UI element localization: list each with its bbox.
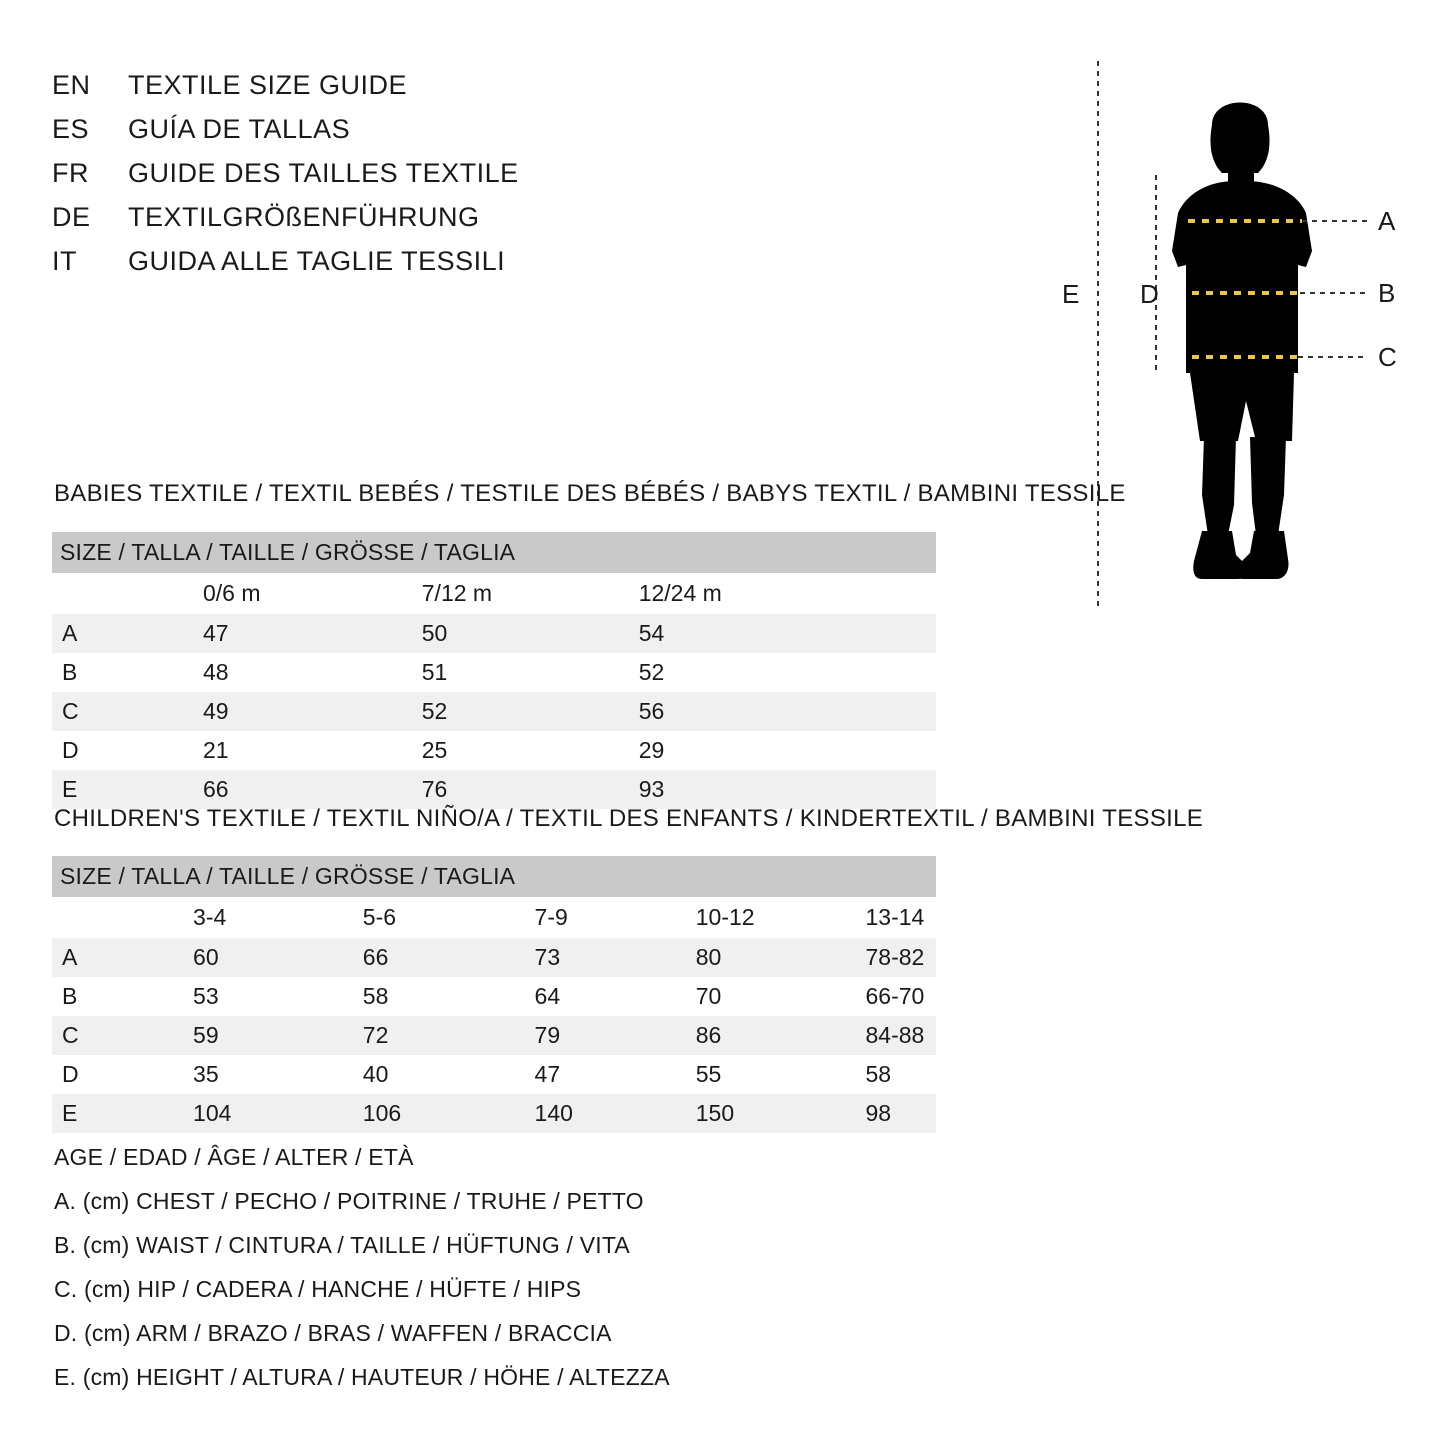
language-row-en [52, 70, 692, 114]
cell-value: 86 [604, 1016, 768, 1055]
cell-value: 55 [604, 1055, 768, 1094]
legend-line-b: B. (cm) WAIST / CINTURA / TAILLE / HÜFTUNG / VITA [54, 1232, 630, 1258]
cell-value: 56 [541, 692, 936, 731]
table-header-row [52, 532, 936, 573]
cell-value: 66 [265, 938, 435, 977]
cell-value: 104 [85, 1094, 265, 1133]
cell-value: 29 [541, 731, 936, 770]
table-row [52, 1016, 936, 1055]
language-header-block [52, 70, 692, 290]
cell-value: 52 [324, 692, 541, 731]
babies-section-title: BABIES TEXTILE / TEXTIL BEBÉS / TESTILE DES BÉBÉS / BABYS TEXTIL / BAMBINI TESSILE [54, 480, 1126, 507]
cell-value: 72 [265, 1016, 435, 1055]
cell-value: 66 [95, 770, 324, 809]
row-label: B [52, 653, 95, 692]
language-code: ES [52, 114, 90, 144]
language-row-it [52, 246, 692, 290]
cell-value: 40 [265, 1055, 435, 1094]
child-silhouette-icon [1172, 103, 1312, 580]
table-row [52, 731, 936, 770]
marker-label-a: A [1378, 206, 1396, 236]
cell-value: 59 [85, 1016, 265, 1055]
language-code: FR [52, 158, 89, 188]
cell-value: 58 [768, 1055, 937, 1094]
row-label: B [52, 977, 85, 1016]
cell-value: 150 [604, 1094, 768, 1133]
table-header-row [52, 856, 936, 897]
cell-value: 60 [85, 938, 265, 977]
size-column-header: 7-9 [435, 897, 604, 938]
measurement-legend [54, 1135, 954, 1399]
table-sizes-row [52, 897, 936, 938]
legend-line-d: D. (cm) ARM / BRAZO / BRAS / WAFFEN / BRACCIA [54, 1320, 612, 1346]
language-title: GUÍA DE TALLAS [128, 114, 351, 144]
cell-value: 47 [435, 1055, 604, 1094]
cell-value: 35 [85, 1055, 265, 1094]
cell-value: 21 [95, 731, 324, 770]
corner-cell [52, 573, 95, 614]
cell-value: 76 [324, 770, 541, 809]
row-label: E [52, 770, 95, 809]
legend-line-age: AGE / EDAD / ÂGE / ALTER / ETÀ [54, 1144, 414, 1170]
table-row [52, 614, 936, 653]
row-label: E [52, 1094, 85, 1133]
cell-value: 64 [435, 977, 604, 1016]
corner-cell [52, 897, 85, 938]
language-title: TEXTILGRÖßENFÜHRUNG [128, 202, 480, 232]
cell-value: 79 [435, 1016, 604, 1055]
cell-value: 51 [324, 653, 541, 692]
cell-value: 54 [541, 614, 936, 653]
size-column-header: 5-6 [265, 897, 435, 938]
babies-size-table [52, 532, 936, 809]
marker-label-b: B [1378, 278, 1396, 308]
cell-value: 106 [265, 1094, 435, 1133]
measurement-figure [1040, 55, 1440, 615]
cell-value: 70 [604, 977, 768, 1016]
table-row [52, 1094, 936, 1133]
babies-table-header: SIZE / TALLA / TAILLE / GRÖSSE / TAGLIA [52, 532, 936, 573]
language-code: EN [52, 70, 91, 100]
language-title: GUIDA ALLE TAGLIE TESSILI [128, 246, 506, 276]
marker-label-d: D [1140, 279, 1159, 309]
language-row-fr [52, 158, 692, 202]
cell-value: 66-70 [768, 977, 937, 1016]
table-row [52, 1055, 936, 1094]
row-label: D [52, 1055, 85, 1094]
marker-label-c: C [1378, 342, 1397, 372]
table-row [52, 938, 936, 977]
children-table-header: SIZE / TALLA / TAILLE / GRÖSSE / TAGLIA [52, 856, 936, 897]
row-label: C [52, 1016, 85, 1055]
cell-value: 48 [95, 653, 324, 692]
language-title: TEXTILE SIZE GUIDE [128, 70, 408, 100]
language-title: GUIDE DES TAILLES TEXTILE [128, 158, 519, 188]
cell-value: 93 [541, 770, 936, 809]
cell-value: 52 [541, 653, 936, 692]
row-label: A [52, 938, 85, 977]
language-row-de [52, 202, 692, 246]
size-column-header: 0/6 m [95, 573, 324, 614]
legend-line-a: A. (cm) CHEST / PECHO / POITRINE / TRUHE / PETTO [54, 1188, 644, 1214]
size-column-header: 3-4 [85, 897, 265, 938]
table-row [52, 692, 936, 731]
cell-value: 73 [435, 938, 604, 977]
cell-value: 84-88 [768, 1016, 937, 1055]
table-row [52, 977, 936, 1016]
row-label: A [52, 614, 95, 653]
table-row [52, 770, 936, 809]
language-row-es [52, 114, 692, 158]
children-size-table [52, 856, 936, 1133]
legend-line-e: E. (cm) HEIGHT / ALTURA / HAUTEUR / HÖHE / ALTEZZA [54, 1364, 670, 1390]
table-row [52, 653, 936, 692]
size-column-header: 10-12 [604, 897, 768, 938]
cell-value: 98 [768, 1094, 937, 1133]
size-column-header: 12/24 m [541, 573, 936, 614]
legend-line-c: C. (cm) HIP / CADERA / HANCHE / HÜFTE / HIPS [54, 1276, 582, 1302]
table-sizes-row [52, 573, 936, 614]
cell-value: 58 [265, 977, 435, 1016]
size-column-header: 13-14 [768, 897, 937, 938]
marker-label-e: E [1062, 279, 1080, 309]
cell-value: 25 [324, 731, 541, 770]
cell-value: 53 [85, 977, 265, 1016]
language-code: DE [52, 202, 91, 232]
cell-value: 78-82 [768, 938, 937, 977]
row-label: C [52, 692, 95, 731]
cell-value: 80 [604, 938, 768, 977]
cell-value: 49 [95, 692, 324, 731]
size-column-header: 7/12 m [324, 573, 541, 614]
children-section-title: CHILDREN'S TEXTILE / TEXTIL NIÑO/A / TEXTIL DES ENFANTS / KINDERTEXTIL / BAMBINI TESSILE [54, 805, 1204, 832]
row-label: D [52, 731, 95, 770]
language-code: IT [52, 246, 77, 276]
cell-value: 50 [324, 614, 541, 653]
cell-value: 47 [95, 614, 324, 653]
cell-value: 140 [435, 1094, 604, 1133]
